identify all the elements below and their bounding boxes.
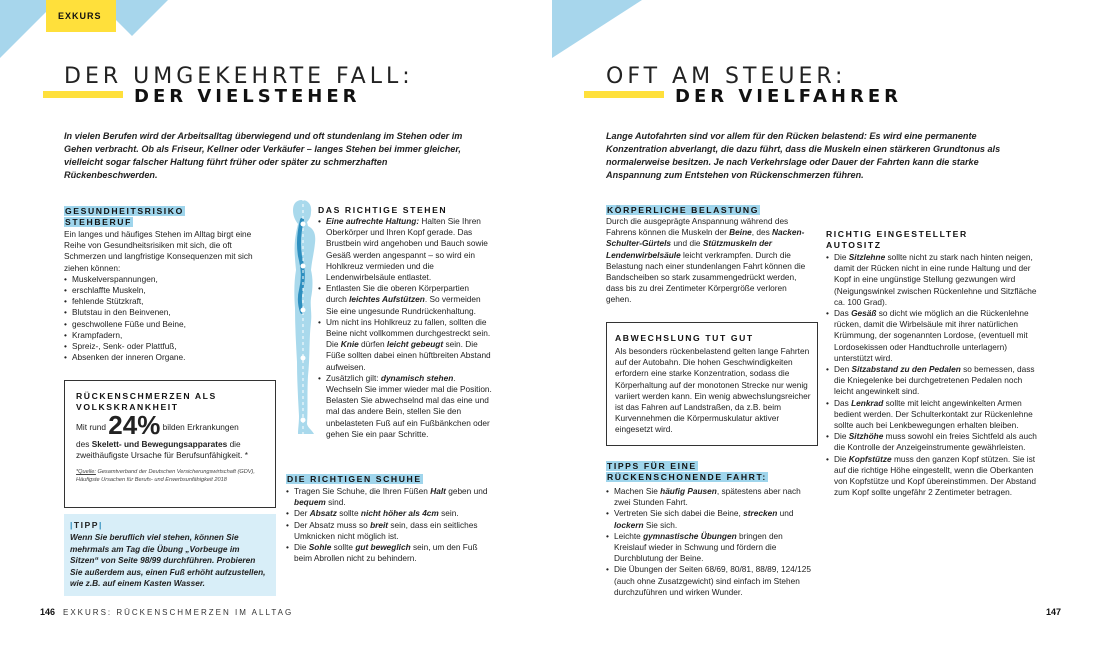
list-item — [286, 508, 492, 519]
statistic-line2-pre: des — [76, 439, 90, 449]
tips-item-bold: strecken — [743, 508, 778, 519]
seat-item-text: sollte nicht zu stark nach hinten neigen, damit der Rücken nicht in eine runde Haltung und der Kopf in eine ungünstige Stellung gezwungen wird (Neigungswinkel zwischen Rückenlehne und Sitzfläche ca. 100 Grad). — [834, 252, 1037, 307]
tips-item-text: bringen den Kreislauf wieder in Schwung und fördern die Durchblutung der Beine. — [614, 530, 783, 564]
seat-item-pre: Das — [834, 397, 852, 408]
stand-item-bold: leichtes Aufstützen — [349, 294, 425, 305]
tips-item-pre: Die Übungen der Seiten 68/69, 80/81, 88/89, 124/125 (auch ohne Zusatzgewicht) sind einfach im Stehen durchzuführen und wirken Wunder. — [614, 564, 811, 597]
statistic-source — [76, 469, 256, 484]
list-item — [286, 486, 492, 508]
right-title-line1: OFT AM STEUER: — [606, 64, 847, 89]
list-item: • Spreiz-, Senk- oder Plattfuß, — [64, 341, 272, 352]
shoes-item-bold: Absatz — [309, 508, 337, 519]
statistic-source-text: Gesamtverband der Deutschen Versicherungswirtschaft (GDV), Häufigste Ursachen für Berufs- und Erwerbsunfähigkeit 2018 — [76, 469, 255, 483]
shoes-body — [286, 486, 492, 564]
tip-box — [64, 514, 276, 596]
list-item — [826, 398, 1038, 432]
seat-item-text: so bemessen, dass die Kniegelenke bei durchgetretenen Pedalen noch leicht angewinkelt sind. — [834, 364, 1035, 397]
list-item: • Absenken der inneren Organe. — [64, 352, 272, 363]
left-footer-text: EXKURS: RÜCKENSCHMERZEN IM ALLTAG — [63, 608, 294, 617]
left-page-number: 146 — [40, 607, 56, 617]
statistic-box — [64, 380, 276, 508]
shoes-heading — [286, 474, 423, 485]
list-item — [826, 431, 1038, 453]
statistic-heading-line2: VOLKSKRANKHEIT — [76, 402, 179, 412]
list-item — [318, 216, 492, 283]
seat-item-text: so dicht wie möglich an die Rückenlehne rücken, damit die Wirbelsäule mit ihrer natürlichen Krümmung, der sogenannten Lordose, (eventuell mit Lordosekissen oder Handtuchrolle unterlagern) unterstützt wird. — [834, 308, 1029, 363]
list-item: • Muskelverspannungen, — [64, 274, 272, 285]
stand-item-lead: Eine aufrechte Haltung: — [326, 216, 420, 226]
seat-item-pre: Das — [834, 308, 852, 319]
stand-item-text: Halten Sie Ihren Oberkörper und Ihren Kopf gerade. Das Brustbein wird angehoben und Bauch sowie Gesäß werden angespannt – so wird ein Hohlkreuz vermieden und die Lendenwirbelsäule entlastet. — [326, 216, 488, 283]
joint-marker — [301, 418, 306, 423]
variety-text: Als besonders rückenbelastend gelten lange Fahrten auf der Autobahn. Die hohen Geschwindigkeiten erfordern eine starke Konzentration, sodass die Körperhaltung auf der monotonen Strecke nur wenig variiert werden kann. Ein wenig abwechslungsreicher ist das Fahren auf Landstraßen, da z.B. beim Kurvennehmen die Körpermuskulatur aktiver eingesetzt wird. — [615, 346, 811, 435]
stand-heading: DAS RICHTIGE STEHEN — [318, 205, 448, 215]
stand-item-bold: Knie — [340, 339, 359, 350]
shoes-item-pre: Der — [294, 508, 310, 519]
load-text: , des — [751, 227, 773, 238]
shoes-item-bold2: bequem — [294, 497, 326, 508]
left-intro: In vielen Berufen wird der Arbeitsalltag überwiegend und oft stundenlang im Stehen oder im Gehen verbracht. Ob als Friseur, Kellner oder Verkäufer – langes Stehen bei immer gleicher, vielleicht sogar falscher Haltung führt früher oder später zu schmerzhaften Rückenbeschwerden. — [64, 131, 463, 180]
load-heading-label: KÖRPERLICHE BELASTUNG — [607, 205, 760, 215]
tips-item-text: , spätestens aber nach zwei Stunden Fahrt. — [614, 486, 801, 508]
tips-item-bold: häufig Pausen — [660, 486, 717, 496]
statistic-line2-post: die — [229, 439, 241, 449]
list-item — [606, 486, 814, 508]
list-item: • erschlaffte Muskeln, — [64, 285, 272, 296]
statistic-percent: 24% — [108, 410, 161, 440]
variety-box — [606, 322, 818, 446]
list-item — [826, 454, 1038, 499]
stand-item-text: . So vermeiden Sie eine ungesunde Rundrückenhaltung. — [326, 294, 481, 316]
list-item — [286, 542, 492, 564]
right-page-number: 147 — [1046, 607, 1062, 617]
load-bold: Stützmuskeln der Lendenwirbelsäule — [606, 238, 773, 260]
tip-heading-label: TIPP — [73, 520, 100, 530]
list-item — [286, 520, 492, 542]
shoes-item-text: sein, um den Fuß beim Abrollen nicht zu behindern. — [294, 542, 478, 564]
list-item — [318, 317, 492, 373]
right-title-yellow-bar — [584, 91, 664, 98]
list-item — [606, 508, 814, 530]
shoes-item-mid: sollte — [331, 542, 356, 553]
risk-body — [64, 229, 272, 363]
list-item — [826, 364, 1038, 398]
load-text: leicht verkrampfen. Durch die Belastung nach einer stundenlangen Fahrt können die Bandscheiben so stark zusammengedrückt werden, dass bis zu drei Zentimeter Körpergröße verloren gehen. — [606, 249, 806, 305]
statistic-heading-line1: RÜCKENSCHMERZEN ALS — [76, 391, 217, 401]
load-bold: Beine — [729, 227, 752, 238]
seat-item-bold: Sitzlehne — [848, 252, 886, 262]
shoes-list — [286, 486, 492, 564]
stand-body — [318, 216, 492, 440]
tip-heading: |TIPP| — [70, 520, 103, 530]
shoes-item-bold: breit — [370, 519, 389, 530]
seat-item-pre: Die — [834, 431, 849, 442]
statistic-pre: Mit rund — [76, 422, 106, 432]
tips-item-mid: und — [777, 508, 794, 519]
tips-heading-line1: TIPPS FÜR EINE — [607, 461, 697, 471]
stand-item-pre: Um nicht ins Hohlkreuz zu fallen, sollten die Beine nicht vollkommen durchgestreckt sein. Die — [326, 316, 491, 350]
seat-heading-line1: RICHTIG EINGESTELLTER — [826, 229, 968, 239]
statistic-line3: zweithäufigste Ursache für Berufsunfähigkeit. * — [76, 450, 249, 461]
shoes-item-pre: Tragen Sie Schuhe, die Ihren Füßen — [294, 486, 431, 496]
list-item — [826, 308, 1038, 364]
joint-marker — [301, 264, 306, 269]
seat-item-bold: Sitzabstand zu den Pedalen — [851, 364, 961, 375]
tips-heading-line2: RÜCKENSCHONENDE FAHRT: — [607, 472, 767, 482]
stand-item-pre: Zusätzlich gilt: — [326, 372, 381, 383]
list-item: • geschwollene Füße und Beine, — [64, 319, 272, 330]
risk-text: Ein langes und häufiges Stehen im Alltag birgt eine Reihe von Gesundheitsrisiken mit sich, die oft Schmerzen und langfristige Konsequenzen mit sich ziehen können: — [64, 229, 253, 273]
tips-item-bold: gymnastische Übungen — [643, 530, 737, 541]
seat-item-bold: Sitzhöhe — [848, 431, 884, 442]
tips-item-pre: Leichte — [614, 530, 644, 541]
shoes-heading-label: DIE RICHTIGEN SCHUHE — [287, 474, 422, 484]
body-silhouette — [293, 200, 315, 434]
right-intro: Lange Autofahrten sind vor allem für den Rücken belastend: Es wird eine permanente Konzentration abverlangt, die dazu führt, dass die Muskeln einen stärkeren Grundtonus als normalerweise besitzen. Je nach Verkehrslage oder Dauer der Fahrten kann die starke Anspannung zum Entstehen von Rückenschmerzen führen. — [606, 131, 1001, 180]
seat-item-bold: Kopfstütze — [848, 453, 892, 464]
seat-item-bold: Lenkrad — [851, 397, 884, 408]
statistic-post: bilden Erkrankungen — [162, 422, 239, 432]
shoes-item-bold2: gut beweglich — [355, 542, 411, 553]
statistic-text — [76, 439, 271, 461]
seat-heading — [826, 229, 968, 251]
list-item: • fehlende Stützkraft, — [64, 296, 272, 307]
shoes-item-text: sein. — [438, 508, 459, 519]
risk-heading-line2: STEHBERUF — [65, 217, 132, 227]
stand-item-text: . Wechseln Sie immer wieder mal die Position. Belasten Sie abwechselnd mal das eine und mal das andere Bein, stellen Sie den unbelasteten Fuß auf ein Fußbänkchen oder gehen Sie ein paar Schritte. — [326, 372, 492, 439]
variety-heading: ABWECHSLUNG TUT GUT — [615, 333, 754, 343]
shoes-item-text: sind. — [325, 497, 346, 508]
seat-item-pre: Den — [834, 364, 852, 375]
seat-item-pre: Die — [834, 453, 849, 464]
load-text: und die — [671, 238, 703, 249]
shoes-item-mid: sollte — [336, 508, 361, 519]
joint-marker — [301, 356, 306, 361]
tips-item-bold2: lockern — [614, 519, 644, 530]
risk-list — [64, 274, 272, 364]
tips-heading — [606, 461, 768, 483]
seat-item-pre: Die — [834, 252, 849, 262]
shoes-item-bold2: nicht höher als 4cm — [360, 508, 439, 519]
load-text: Durch die ausgeprägte Anspannung während des Fahrens können die Muskeln der — [606, 216, 789, 238]
seat-heading-line2: AUTOSITZ — [826, 240, 882, 250]
stand-item-pre: Entlasten Sie die oberen Körperpartien durch — [326, 283, 469, 305]
stand-item-bold: dynamisch stehen — [380, 372, 454, 383]
list-item — [826, 252, 1038, 308]
shoes-item-bold: Sohle — [308, 542, 332, 553]
list-item — [318, 373, 492, 440]
stand-item-bold2: leicht gebeugt — [386, 339, 444, 350]
seat-item-bold: Gesäß — [851, 308, 877, 319]
list-item: • Blutstau in den Beinvenen, — [64, 307, 272, 318]
list-item: • Krampfadern, — [64, 330, 272, 341]
shoes-item-pre: Die — [294, 542, 309, 553]
load-heading — [606, 205, 760, 216]
shoes-item-pre: Der Absatz muss so — [294, 519, 371, 530]
seat-list — [826, 252, 1038, 498]
shoes-item-text: sein, dass ein seitliches Umknicken nicht möglich ist. — [294, 519, 478, 541]
left-title-line1: DER UMGEKEHRTE FALL: — [64, 64, 414, 89]
seat-item-text: muss sowohl ein freies Sichtfeld als auch die Kontrolle der Anzeigeinstrumente gewährleisten. — [834, 431, 1037, 453]
statistic-line2-bold: Skelett- und Bewegungsapparates — [91, 439, 228, 449]
risk-heading-line1: GESUNDHEITSRISIKO — [65, 206, 184, 216]
load-body — [606, 216, 814, 306]
stand-list — [318, 216, 492, 440]
list-item — [606, 564, 814, 598]
tips-item-pre: Machen Sie — [614, 486, 661, 496]
seat-item-text: muss den ganzen Kopf stützen. Sie ist auf die richtige Höhe eingestellt, wenn die Oberkanten von Kopfstütze und Kopf übereinstimmen. Der Abstand zum Kopf sollte ungefähr 2 Zentimeter betragen. — [834, 453, 1037, 498]
tips-item-text: Sie sich. — [643, 519, 678, 530]
left-title-yellow-bar — [43, 91, 123, 98]
list-item — [606, 531, 814, 565]
risk-heading — [64, 206, 264, 228]
load-bold: Nacken-Schulter-Gürtels — [606, 227, 805, 249]
shoes-item-bold: Halt — [430, 486, 446, 496]
right-top-triangle — [552, 0, 642, 58]
joint-marker — [301, 222, 306, 227]
right-title-line2: DER VIELFAHRER — [675, 86, 902, 107]
statistic-row — [76, 410, 239, 440]
joint-marker — [301, 308, 306, 313]
seat-body — [826, 252, 1038, 498]
shoes-item-mid: geben und — [445, 486, 488, 496]
list-item — [318, 283, 492, 317]
seat-item-text: sollte mit leicht angewinkelten Armen bedient werden. Der Schulterkontakt zur Rückenlehne sollte auch bei Lenkbewegungen erhalten bleiben. — [834, 397, 1033, 431]
left-title-line2: DER VIELSTEHER — [134, 86, 361, 107]
tips-item-pre: Vertreten Sie sich dabei die Beine, — [614, 508, 744, 519]
tips-list — [606, 486, 814, 598]
exkurs-tag-label: EXKURS — [58, 11, 102, 21]
tips-body — [606, 486, 814, 598]
stand-item-mid: dürfen — [358, 339, 387, 350]
tip-text: Wenn Sie beruflich viel stehen, können Sie mehrmals am Tag die Übung „Vorbeuge im Sitzen“ von Seite 98/99 durchführen. Probieren Sie außerdem aus, einen Fuß erhöht aufzustellen, wie z.B. auf einem Kasten Wasser. — [70, 532, 266, 588]
stand-item-text: sein. Die Füße sollten dabei einen hüftbreiten Abstand aufweisen. — [326, 339, 491, 372]
statistic-source-label: *Quelle: — [76, 469, 96, 475]
